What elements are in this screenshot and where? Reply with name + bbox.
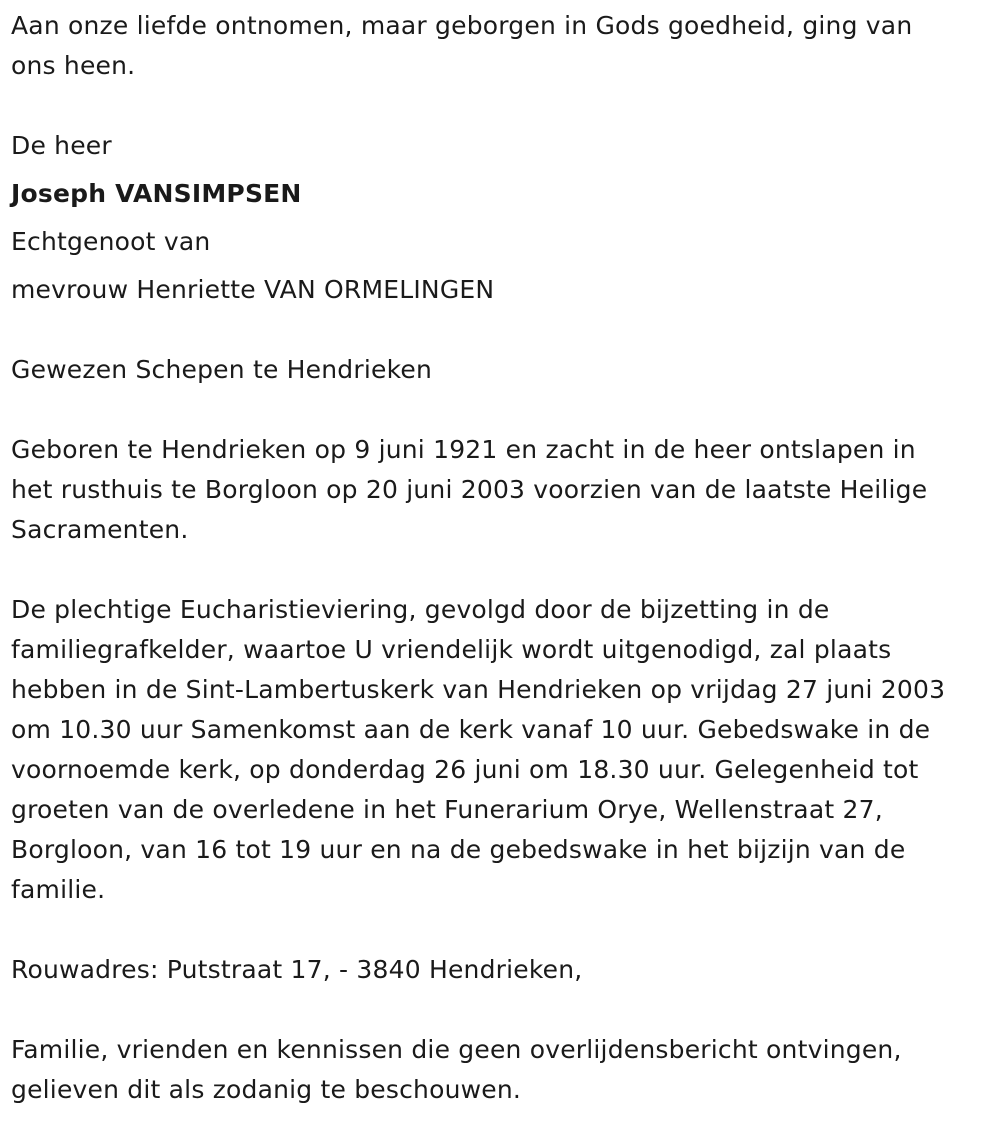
text-line: Sacramenten. (11, 515, 189, 544)
ceremony-paragraph (11, 590, 945, 910)
text-line: om 10.30 uur Samenkomst aan de kerk vanaf 10 uur. Gebedswake in de (11, 715, 931, 744)
text-line: familiegrafkelder, waartoe U vriendelijk wordt uitgenodigd, zal plaats (11, 635, 892, 664)
text-line: groeten van de overledene in het Funerarium Orye, Wellenstraat 27, (11, 795, 883, 824)
text-line: Familie, vrienden en kennissen die geen overlijdensbericht ontvingen, (11, 1035, 902, 1064)
salutation: De heer (11, 131, 112, 160)
mourning-address: Rouwadres: Putstraat 17, - 3840 Hendrieken, (11, 955, 583, 984)
birth-death-paragraph (11, 430, 927, 550)
text-line: familie. (11, 875, 106, 904)
deceased-name: Joseph VANSIMPSEN (11, 179, 302, 208)
text-line: gelieven dit als zodanig te beschouwen. (11, 1075, 522, 1104)
text-line: Aan onze liefde ontnomen, maar geborgen in Gods goedheid, ging van (11, 11, 913, 40)
function-text: Gewezen Schepen te Hendrieken (11, 355, 432, 384)
address-paragraph (11, 950, 582, 990)
spouse-label: Echtgenoot van (11, 227, 211, 256)
text-line: Borgloon, van 16 tot 19 uur en na de gebedswake in het bijzijn van de (11, 835, 906, 864)
text-line: De plechtige Eucharistieviering, gevolgd door de bijzetting in de (11, 595, 830, 624)
text-line: het rusthuis te Borgloon op 20 juni 2003 voorzien van de laatste Heilige (11, 475, 928, 504)
closing-paragraph (11, 1030, 902, 1110)
function-paragraph (11, 350, 432, 390)
opening-paragraph (11, 6, 912, 86)
deceased-block (11, 122, 494, 314)
spouse-name: mevrouw Henriette VAN ORMELINGEN (11, 275, 495, 304)
text-line: Geboren te Hendrieken op 9 juni 1921 en zacht in de heer ontslapen in (11, 435, 916, 464)
text-line: ons heen. (11, 51, 136, 80)
text-line: voornoemde kerk, op donderdag 26 juni om 18.30 uur. Gelegenheid tot (11, 755, 919, 784)
text-line: hebben in de Sint-Lambertuskerk van Hendrieken op vrijdag 27 juni 2003 (11, 675, 946, 704)
